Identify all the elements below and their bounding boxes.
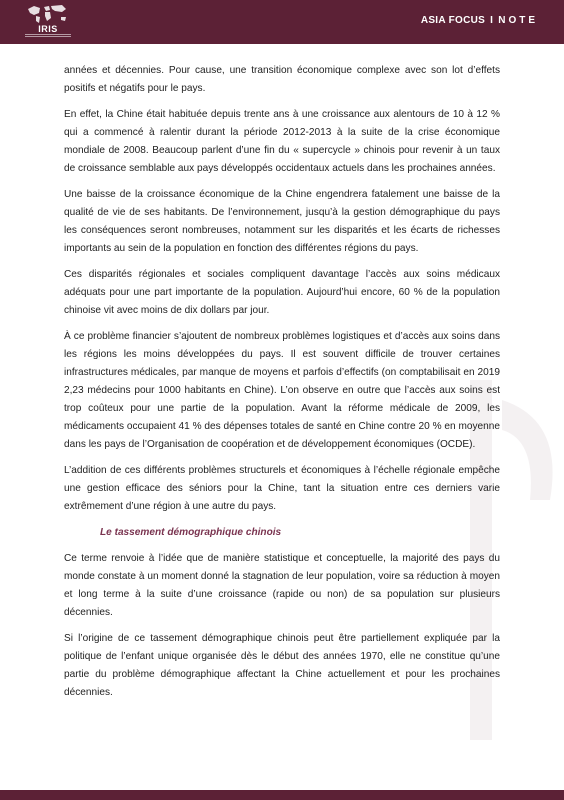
page-footer-bar xyxy=(0,790,564,800)
brand-separator: I xyxy=(490,15,494,26)
paragraph: Si l’origine de ce tassement démographique chinois peut être partiellement expliquée par la politique de l’enfant unique organisée dès le début des années 1970, elle ne constitue qu’une partie du problème démographique affectant la Chine actuellement et pour les prochaines décennies. xyxy=(64,633,500,698)
paragraph: À ce problème financier s’ajoutent de nombreux problèmes logistiques et d’accès aux soins dans les régions les moins développées du pays. Il est souvent difficile de trouver certaines infrastructures médicales, par manque de moyens et parfois d’effectifs (on comptabilisait en 2019 2,23 médecins pour 1000 habitants en Chine). L’on observe en outre que l’accès aux soins est trop coûteux pour une partie de la population. Avant la réforme médicale de 2009, les médicaments occupaient 41 % des dépenses totales de santé en Chine contre 20 % en moyenne dans les pays de l’Organisation de coopération et de développement économiques (OCDE). xyxy=(64,331,500,450)
paragraph: Ces disparités régionales et sociales compliquent davantage l’accès aux soins médicaux adéquats pour une part importante de la population. Aujourd’hui encore, 60 % de la population chinoise vit avec moins de dix dollars par jour. xyxy=(64,269,500,316)
paragraph: En effet, la Chine était habituée depuis trente ans à une croissance aux alentours de 10 à 12 % qui a commencé à ralentir durant la période 2012-2013 à la suite de la crise économique mondiale de 2008. Beaucoup parlent d’une fin du « supercycle » chinois pour revenir à un taux de croissance semblable aux pays développés occidentaux actuels dans les prochaines années. xyxy=(64,109,500,174)
world-map-icon xyxy=(22,3,72,25)
paragraph: Ce terme renvoie à l’idée que de manière statistique et conceptuelle, la majorité des pays du monde constate à un moment donné la stagnation de leur population, voire sa réduction à moyen et long terme à la suite d’une croissance (rapide ou non) de sa population sur plusieurs décennies. xyxy=(64,553,500,618)
paragraph: L’addition de ces différents problèmes structurels et économiques à l’échelle régionale empêche une gestion efficace des séniors pour la Chine, tant la situation entre ces derniers varie extrêmement d’une région à une autre du pays. xyxy=(64,465,500,512)
document-type: NOTE xyxy=(498,15,538,26)
series-label xyxy=(421,15,538,26)
logo-tagline xyxy=(25,34,71,39)
article-body xyxy=(64,62,500,710)
brand-name: ASIA FOCUS xyxy=(420,15,486,26)
paragraph: Une baisse de la croissance économique de la Chine engendrera fatalement une baisse de la qualité de vie de ses habitants. De l’environnement, jusqu’à la gestion démographique du pays les conséquences seront nombreuses, notamment sur les disparités et les écarts de richesses importants au sein de la population en fonction des différentes régions du pays. xyxy=(64,189,500,254)
section-heading: Le tassement démographique chinois xyxy=(100,527,282,538)
logo-text: IRIS xyxy=(38,24,58,34)
iris-logo xyxy=(22,3,72,41)
page-header xyxy=(0,0,564,44)
paragraph: années et décennies. Pour cause, une transition économique complexe avec son lot d’effets positifs et négatifs pour le pays. xyxy=(64,65,500,94)
